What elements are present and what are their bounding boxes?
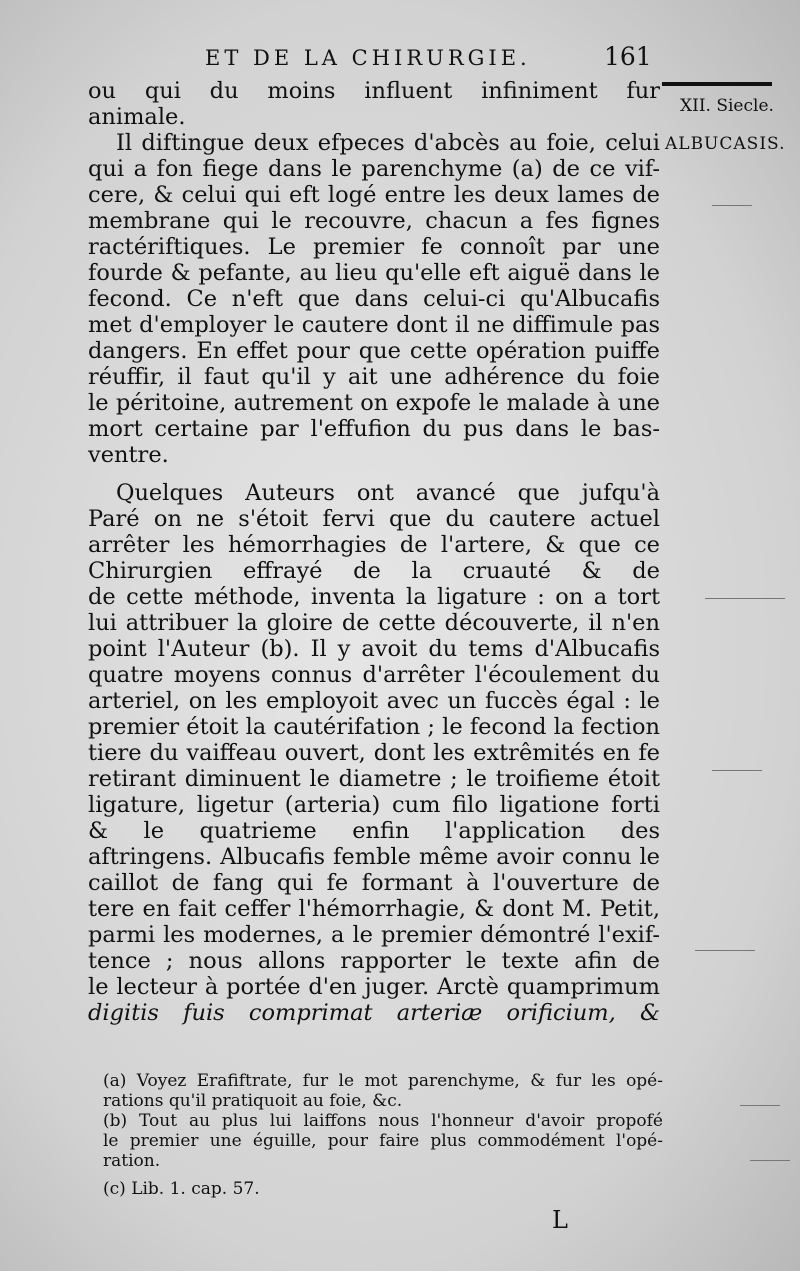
text-line: fourde & pefante, au lieu qu'elle eft aiguë dans le — [88, 260, 660, 286]
text-line: lui attribuer la gloire de cette découverte, il n'en — [88, 610, 660, 636]
text-line: premier étoit la cautérifation ; le fecond la fection — [88, 714, 660, 740]
text-line: membrane qui le recouvre, chacun a fes fignes — [88, 208, 660, 234]
text-line: réuffir, il faut qu'il y ait une adhérence du foie — [88, 364, 660, 390]
text-line: arrêter les hémorrhagies de l'artere, & que ce — [88, 532, 660, 558]
text-line: quatre moyens connus d'arrêter l'écoulement du — [88, 662, 660, 688]
body-text — [88, 78, 660, 1026]
text-line: caillot de fang qui fe formant à l'ouverture de — [88, 870, 660, 896]
text-line: digitis fuis comprimat arteriæ orificium, & — [88, 1000, 660, 1026]
text-line: met d'employer le cautere dont il ne diffimule pas — [88, 312, 660, 338]
text-line: point l'Auteur (b). Il y avoit du tems d'Albucafis — [88, 636, 660, 662]
text-line: cere, & celui qui eft logé entre les deux lames de — [88, 182, 660, 208]
footnote-line: (c) Lib. 1. cap. 57. — [103, 1179, 260, 1199]
text-line: tere en fait ceffer l'hémorrhagie, & dont M. Petit, — [88, 896, 660, 922]
text-line: fecond. Ce n'eft que dans celui-ci qu'Albucafis — [88, 286, 660, 312]
text-line: tence ; nous allons rapporter le texte afin de — [88, 948, 660, 974]
text-line: tiere du vaiffeau ouvert, dont les extrêmités en fe — [88, 740, 660, 766]
footnote-line: (b) Tout au plus lui laiffons nous l'honneur d'avoir propofé — [103, 1111, 663, 1131]
text-line: le lecteur à portée d'en juger. Arctè quamprimum — [88, 974, 660, 1000]
text-line: Quelques Auteurs ont avancé que jufqu'à — [116, 480, 660, 506]
page-header — [0, 40, 800, 76]
text-line: mort certaine par l'effufion du pus dans le bas- — [88, 416, 660, 442]
paragraph-gap — [88, 468, 660, 480]
margin-note-century: XII. Siecle. — [680, 96, 774, 116]
margin-mark — [712, 205, 752, 206]
text-line: arteriel, on les employoit avec un fuccès égal : le — [88, 688, 660, 714]
footnote-line: rations qu'il pratiquoit au foie, &c. — [103, 1091, 403, 1111]
margin-mark — [712, 770, 762, 771]
margin-mark — [695, 950, 755, 951]
running-head: ET DE LA CHIRURGIE. — [205, 46, 531, 70]
footnote-line: (a) Voyez Erafiftrate, fur le mot parenchyme, & fur les opé- — [103, 1071, 663, 1091]
text-line: qui a fon fiege dans le parenchyme (a) de ce vif- — [88, 156, 660, 182]
footnote-gap — [103, 1171, 663, 1179]
text-line: ventre. — [88, 442, 169, 468]
text-line: de cette méthode, inventa la ligature : on a tort — [88, 584, 660, 610]
text-line: & le quatrieme enfin l'application des — [88, 818, 660, 844]
margin-mark — [740, 1105, 780, 1106]
text-line: Chirurgien effrayé de la cruauté & de — [88, 558, 660, 584]
text-line: Paré on ne s'étoit fervi que du cautere actuel — [88, 506, 660, 532]
text-line: le péritoine, autrement on expofe le malade à une — [88, 390, 660, 416]
text-line: ou qui du moins influent infiniment fur — [88, 78, 660, 104]
margin-note-author: ALBUCASIS. — [665, 134, 786, 154]
text-line: Il diftingue deux efpeces d'abcès au foie, celui — [116, 130, 660, 156]
footnote-line: le premier une éguille, pour faire plus commodément l'opé- — [103, 1131, 663, 1151]
footnote-line: ration. — [103, 1151, 161, 1171]
text-line: dangers. En effet pour que cette opération puiffe — [88, 338, 660, 364]
margin-rule — [662, 82, 772, 86]
text-line: retirant diminuent le diametre ; le troifieme étoit — [88, 766, 660, 792]
signature-mark: L — [552, 1206, 568, 1234]
text-line: ractériftiques. Le premier fe connoît par une — [88, 234, 660, 260]
text-line: aftringens. Albucafis femble même avoir connu le — [88, 844, 660, 870]
page-number: 161 — [604, 42, 652, 71]
text-line: animale. — [88, 104, 186, 130]
text-line: ligature, ligetur (arteria) cum filo ligatione forti — [88, 792, 660, 818]
text-line: parmi les modernes, a le premier démontré l'exif- — [88, 922, 660, 948]
margin-mark — [705, 598, 785, 599]
margin-mark — [750, 1160, 790, 1161]
footnotes — [103, 1071, 663, 1199]
